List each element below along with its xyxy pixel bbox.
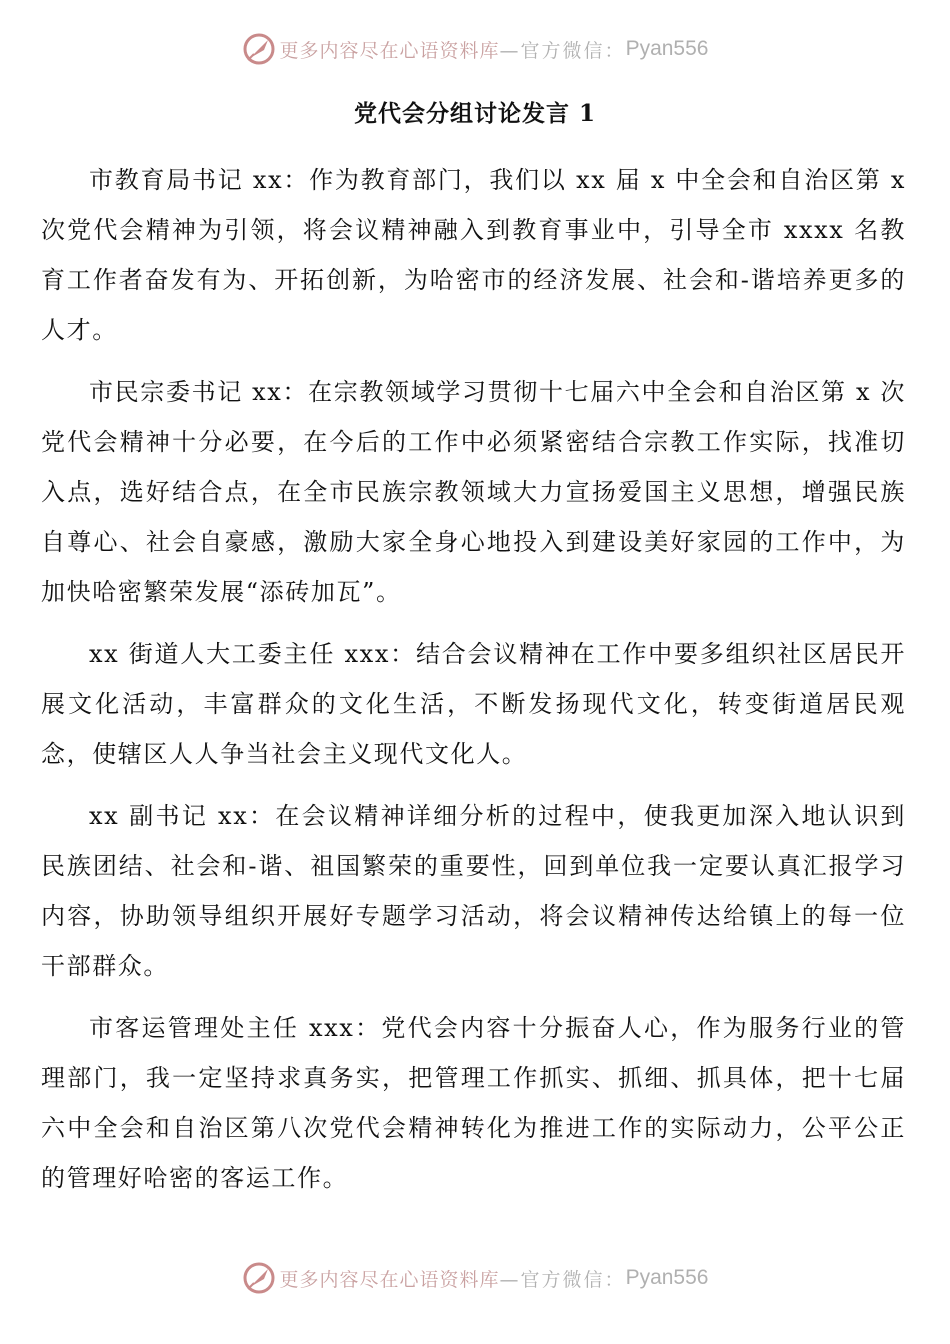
paragraph: xx 副书记 xx：在会议精神详细分析的过程中，使我更加深入地认识到民族团结、社会和-谐、祖国繁荣的重要性，回到单位我一定要认真汇报学习内容，协助领导组织开展好专题学习活动，将会议精神传达给镇上的每一位干部群众。 [41, 802, 906, 980]
watermark-side-text: —官方微信： [499, 1268, 626, 1291]
footer-watermark [0, 1258, 950, 1298]
document-body [41, 155, 906, 1215]
quill-logo-icon [242, 32, 276, 66]
watermark-id-text: Pyan556 [625, 37, 709, 60]
watermark-main-text: 更多内容尽在心语资料库 [279, 1268, 500, 1291]
document-title: 党代会分组讨论发言 1 [353, 100, 596, 127]
watermark-id-text: Pyan556 [625, 1266, 709, 1289]
paragraph: xx 街道人大工委主任 xxx：结合会议精神在工作中要多组织社区居民开展文化活动，丰富群众的文化生活，不断发扬现代文化，转变街道居民观念，使辖区人人争当社会主义现代文化人。 [41, 640, 906, 768]
watermark-side-text: —官方微信： [499, 39, 626, 62]
paragraph: 市教育局书记 xx：作为教育部门，我们以 xx 届 x 中全会和自治区第 x 次党代会精神为引领，将会议精神融入到教育事业中，引导全市 xxxx 名教育工作者奋发有为、开拓创新，为哈密市的经济发展、社会和-谐培养更多的人才。 [41, 166, 906, 344]
watermark-main-text: 更多内容尽在心语资料库 [279, 39, 500, 62]
paragraph: 市民宗委书记 xx：在宗教领域学习贯彻十七届六中全会和自治区第 x 次党代会精神十分必要，在今后的工作中必须紧密结合宗教工作实际，找准切入点，选好结合点，在全市民族宗教领域大力宣扬爱国主义思想，增强民族自尊心、社会自豪感，激励大家全身心地投入到建设美好家园的工作中，为加快哈密繁荣发展“添砖加瓦”。 [41, 378, 906, 606]
quill-logo-icon [242, 1261, 276, 1295]
header-watermark [0, 29, 950, 69]
paragraph: 市客运管理处主任 xxx：党代会内容十分振奋人心，作为服务行业的管理部门，我一定坚持求真务实，把管理工作抓实、抓细、抓具体，把十七届六中全会和自治区第八次党代会精神转化为推进工作的实际动力，公平公正的管理好哈密的客运工作。 [41, 1014, 906, 1192]
